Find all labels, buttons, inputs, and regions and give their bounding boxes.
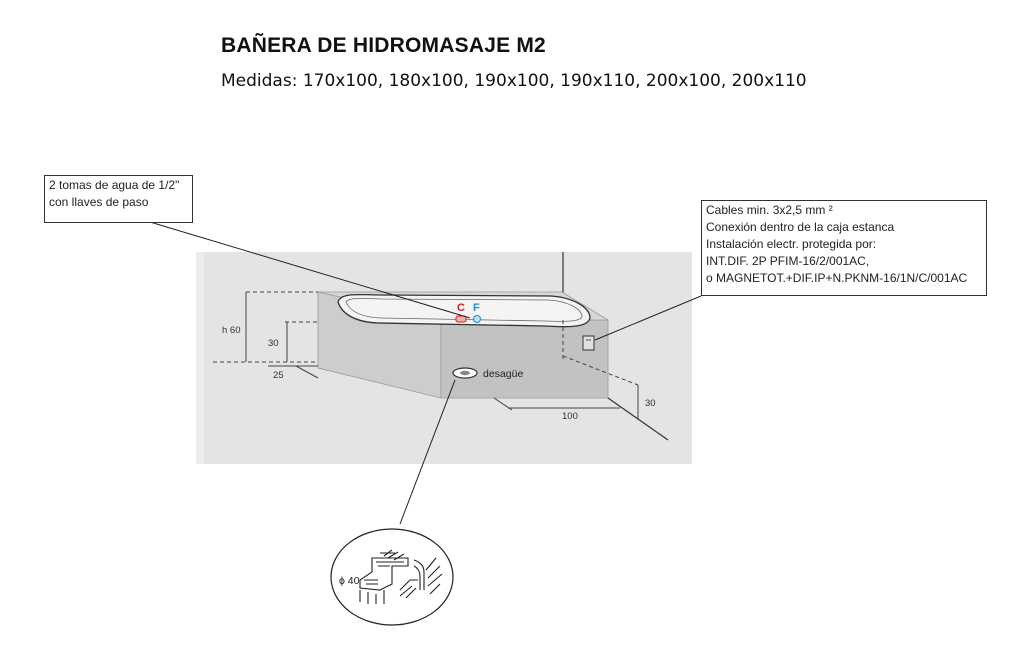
water-supply-callout [44,175,193,223]
page-title: BAÑERA DE HIDROMASAJE M2 [221,34,546,57]
cold-label: F [473,302,480,314]
electric-callout-line-4: INT.DIF. 2P PFIM-16/2/001AC, [706,254,870,268]
electrical-callout [701,200,987,296]
measurements-subtitle: Medidas: 170x100, 180x100, 190x100, 190x110, 200x100, 200x110 [221,71,807,91]
dim30-left-label: 30 [268,338,279,349]
electric-callout-line-1: Cables min. 3x2,5 mm ² [706,203,833,217]
diameter-label: ϕ 40 [339,575,360,587]
electric-callout-line-5: o MAGNETOT.+DIF.IP+N.PKNM-16/1N/C/001AC [706,271,968,285]
drain-inner [460,371,470,375]
water-callout-line-2: con llaves de paso [49,195,149,209]
hot-tap-icon [456,316,466,322]
h60-label: h 60 [222,325,241,336]
dim100-label: 100 [562,411,578,422]
drain-label: desagüe [483,368,524,380]
electric-callout-line-3: Instalación electr. protegida por: [706,237,877,251]
drawing-background-fade [196,252,204,464]
water-callout-line-1: 2 tomas de agua de 1/2" [49,178,180,192]
dim25-label: 25 [273,370,284,381]
electric-callout-line-2: Conexión dentro de la caja estanca [706,220,895,234]
dim30-right-label: 30 [645,398,656,409]
cold-tap-icon [474,316,481,323]
hot-label: C [457,302,465,314]
electrical-box-icon [583,336,594,350]
tub-right-face [441,320,608,398]
